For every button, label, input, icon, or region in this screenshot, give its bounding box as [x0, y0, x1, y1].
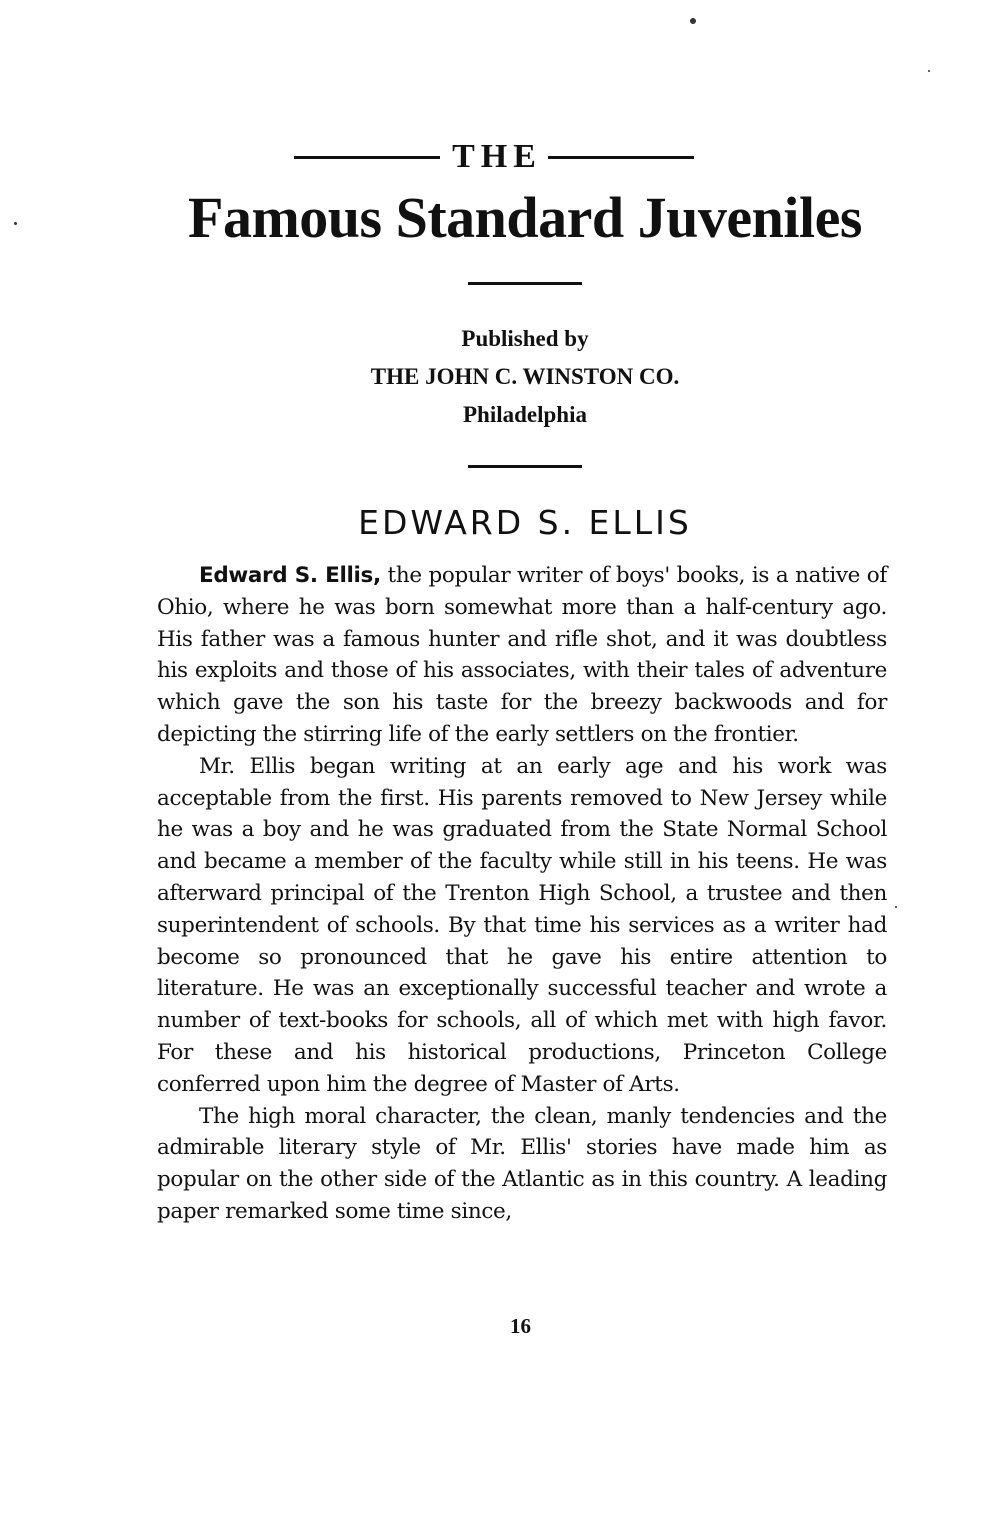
title-divider — [468, 282, 582, 285]
biography-text — [157, 560, 887, 1228]
print-speck — [690, 18, 696, 24]
publisher-name: THE JOHN C. WINSTON CO. — [370, 364, 680, 389]
page-number: 16 — [510, 1314, 531, 1338]
publisher-block — [0, 320, 988, 434]
print-speck — [895, 906, 897, 908]
paragraph-1-text: the popular writer of boys' books, is a native of Ohio, where he was born somewhat more than a half-century ago. His father was a famous hunter and rifle shot, and it was doubtless his exploits and those of his associates, with their tales of adventure which gave the son his taste for the breezy backwoods and for depicting the stirring life of the early settlers on the frontier. — [157, 563, 887, 747]
print-speck — [14, 222, 17, 225]
author-name-lead: Edward S. Ellis, — [199, 563, 381, 588]
right-decorative-rule — [548, 156, 694, 159]
publisher-divider — [468, 465, 582, 468]
publisher-city: Philadelphia — [463, 402, 587, 427]
series-article: THE — [452, 138, 542, 175]
page-title: Famous Standard Juveniles — [188, 185, 862, 250]
paragraph-3: The high moral character, the clean, manly tendencies and the admirable literary style of Mr. Ellis' stories have made him as popular on the other side of the Atlantic as in this country. A leading paper remarked some time since, — [157, 1103, 887, 1224]
left-decorative-rule — [294, 156, 440, 159]
print-speck — [928, 70, 930, 72]
series-header — [0, 138, 988, 176]
published-by-line: Published by — [461, 326, 589, 351]
paragraph-2: Mr. Ellis began writing at an early age and his work was acceptable from the first. His parents removed to New Jersey while he was a boy and he was graduated from the State Normal School and became a member of the faculty while still in his teens. He was afterward principal of the Trenton High School, a trustee and then superintendent of schools. By that time his services as a writer had become so pronounced that he gave his entire attention to literature. He was an exceptionally successful teacher and wrote a number of text-books for schools, all of which met with high favor. For these and his historical productions, Princeton College conferred upon him the degree of Master of Arts. — [157, 753, 887, 1097]
paragraph-1 — [157, 560, 887, 751]
author-heading: EDWARD S. ELLIS — [358, 503, 692, 542]
